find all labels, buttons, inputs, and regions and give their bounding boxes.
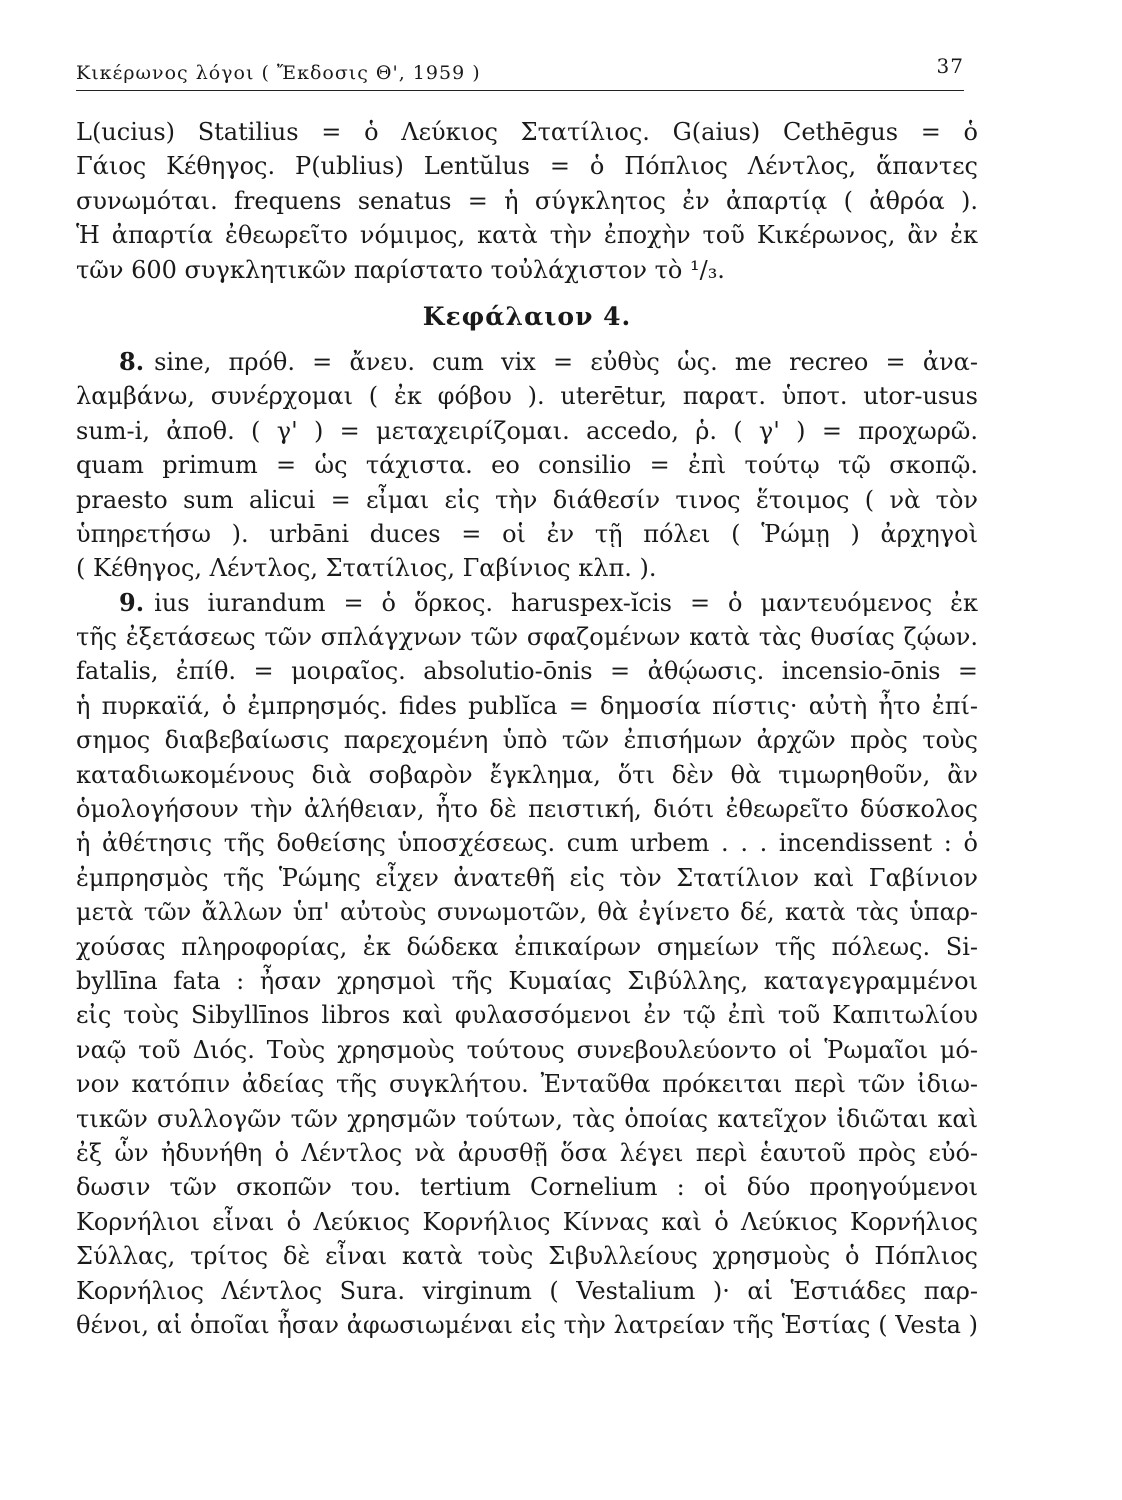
- section-9-first-line: [76, 586, 978, 620]
- text-line: σημος διαβεβαίωσις παρεχομένη ὑπὸ τῶν ἐπισήμων ἀρχῶν πρὸς τοὺς: [76, 726, 978, 755]
- text-line: νον κατόπιν ἀδείας τῆς συγκλήτου. Ἐνταῦθα πρόκειται περὶ τῶν ἰδιω-: [76, 1070, 978, 1099]
- section-8-first-line: [76, 345, 978, 379]
- section-number: 8.: [119, 346, 145, 376]
- text-line: ἐξ ὧν ἠδυνήθη ὁ Λέντλος νὰ ἀρυσθῇ ὅσα λέγει περὶ ἑαυτοῦ πρὸς εὐό-: [76, 1138, 978, 1167]
- text-line: συνωμόται. frequens senatus = ἡ σύγκλητος ἐν ἀπαρτίᾳ ( ἀθρόα ).: [76, 186, 978, 215]
- text-line: ναῷ τοῦ Διός. Τοὺς χρησμοὺς τούτους συνεβουλεύοντο οἱ Ῥωμαῖοι μό-: [76, 1035, 978, 1064]
- text-line: Σύλλας, τρίτος δὲ εἶναι κατὰ τοὺς Σιβυλλείους χρησμοὺς ὁ Πόπλιος: [76, 1242, 978, 1271]
- text-line: ὁμολογήσουν τὴν ἀλήθειαν, ἦτο δὲ πειστική, διότι ἐθεωρεῖτο δύσκολος: [76, 795, 978, 824]
- text-line: μετὰ τῶν ἄλλων ὑπ' αὐτοὺς συνωμοτῶν, θὰ ἐγίνετο δέ, κατὰ τὰς ὑπαρ-: [76, 898, 978, 927]
- text-line: L(ucius) Statilius = ὁ Λεύκιος Στατίλιος. G(aius) Cethēgus = ὁ: [76, 118, 978, 146]
- text-line: ἡ πυρκαϊά, ὁ ἐμπρησμός. fides publĭca = δημοσία πίστις· αὐτὴ ἦτο ἐπί-: [76, 691, 978, 720]
- body-text: [76, 115, 978, 1342]
- text-line: praesto sum alicui = εἶμαι εἰς τὴν διάθεσίν τινος ἕτοιμος ( νὰ τὸν: [76, 485, 978, 514]
- text-line: quam primum = ὡς τάχιστα. eo consilio = ἐπὶ τούτῳ τῷ σκοπῷ.: [76, 451, 978, 480]
- section-9-lead-text: ius iurandum = ὁ ὅρκος. haruspex-ĭcis = ὁ μαντευόμενος ἐκ: [154, 588, 978, 617]
- book-page: [76, 0, 984, 1500]
- text-line: θένοι, αἱ ὁποῖαι ἦσαν ἀφωσιωμέναι εἰς τὴν λατρείαν τῆς Ἑστίας ( Vesta ): [76, 1310, 978, 1339]
- chapter-heading: Κεφάλαιον 4.: [422, 301, 632, 331]
- text-line: τῶν 600 συγκλητικῶν παρίστατο τοὐλάχιστον τὸ ¹/₃.: [76, 255, 725, 284]
- running-head: [76, 54, 964, 91]
- text-line: ἡ ἀθέτησις τῆς δοθείσης ὑποσχέσεως. cum urbem . . . incendissent : ὁ: [76, 829, 978, 858]
- text-line: εἰς τοὺς Sibyllīnos libros καὶ φυλασσόμενοι ἐν τῷ ἐπὶ τοῦ Καπιτωλίου: [76, 1001, 978, 1030]
- text-line: sum-i, ἀποθ. ( γ' ) = μεταχειρίζομαι. accedo, ῥ. ( γ' ) = προχωρῶ.: [76, 416, 978, 445]
- page-number: 37: [936, 54, 964, 78]
- text-line: byllīna fata : ἦσαν χρησμοὶ τῆς Κυμαίας Σιβύλλης, καταγεγραμμένοι: [76, 966, 978, 995]
- running-head-title: Κικέρωνος λόγοι ( Ἔκδοσις Θ', 1959 ): [76, 62, 481, 84]
- text-line: ὑπηρετήσω ). urbāni duces = οἱ ἐν τῇ πόλει ( Ῥώμῃ ) ἀρχηγοὶ: [76, 519, 978, 548]
- text-line: ἐμπρησμὸς τῆς Ῥώμης εἶχεν ἀνατεθῆ εἰς τὸν Στατίλιον καὶ Γαβίνιον: [76, 863, 978, 892]
- text-line: τικῶν συλλογῶν τῶν χρησμῶν τούτων, τὰς ὁποίας κατεῖχον ἰδιῶται καὶ: [76, 1104, 978, 1133]
- section-number: 9.: [119, 587, 145, 617]
- text-line: Ἡ ἀπαρτία ἐθεωρεῖτο νόμιμος, κατὰ τὴν ἐποχὴν τοῦ Κικέρωνος, ἂν ἐκ: [76, 221, 978, 250]
- text-line: λαμβάνω, συνέρχομαι ( ἐκ φόβου ). uterētur, παρατ. ὑποτ. utor-usus: [76, 382, 978, 411]
- text-line: τῆς ἐξετάσεως τῶν σπλάγχνων τῶν σφαζομένων κατὰ τὰς θυσίας ζῴων.: [76, 623, 978, 652]
- text-line: Κορνήλιος Λέντλος Sura. virginum ( Vestalium )· αἱ Ἑστιάδες παρ-: [76, 1276, 978, 1305]
- section-8-lead-text: sine, πρόθ. = ἄνευ. cum vix = εὐθὺς ὡς. me recreo = ἀνα-: [154, 347, 978, 376]
- text-line: χούσας πληροφορίας, ἐκ δώδεκα ἐπικαίρων σημείων τῆς πόλεως. Si-: [76, 932, 978, 961]
- text-line: καταδιωκομένους διὰ σοβαρὸν ἔγκλημα, ὅτι δὲν θὰ τιμωρηθοῦν, ἂν: [76, 760, 978, 789]
- text-line: δωσιν τῶν σκοπῶν του. tertium Cornelium : οἱ δύο προηγούμενοι: [76, 1173, 978, 1202]
- text-line: ( Κέθηγος, Λέντλος, Στατίλιος, Γαβίνιος κλπ. ).: [76, 554, 657, 583]
- text-line: Κορνήλιοι εἶναι ὁ Λεύκιος Κορνήλιος Κίννας καὶ ὁ Λεύκιος Κορνήλιος: [76, 1207, 978, 1236]
- text-line: fatalis, ἐπίθ. = μοιραῖος. absolutio-ōnis = ἀθῴωσις. incensio-ōnis =: [76, 657, 978, 686]
- text-line: Γάιος Κέθηγος. P(ublius) Lentŭlus = ὁ Πόπλιος Λέντλος, ἅπαντες: [76, 152, 978, 181]
